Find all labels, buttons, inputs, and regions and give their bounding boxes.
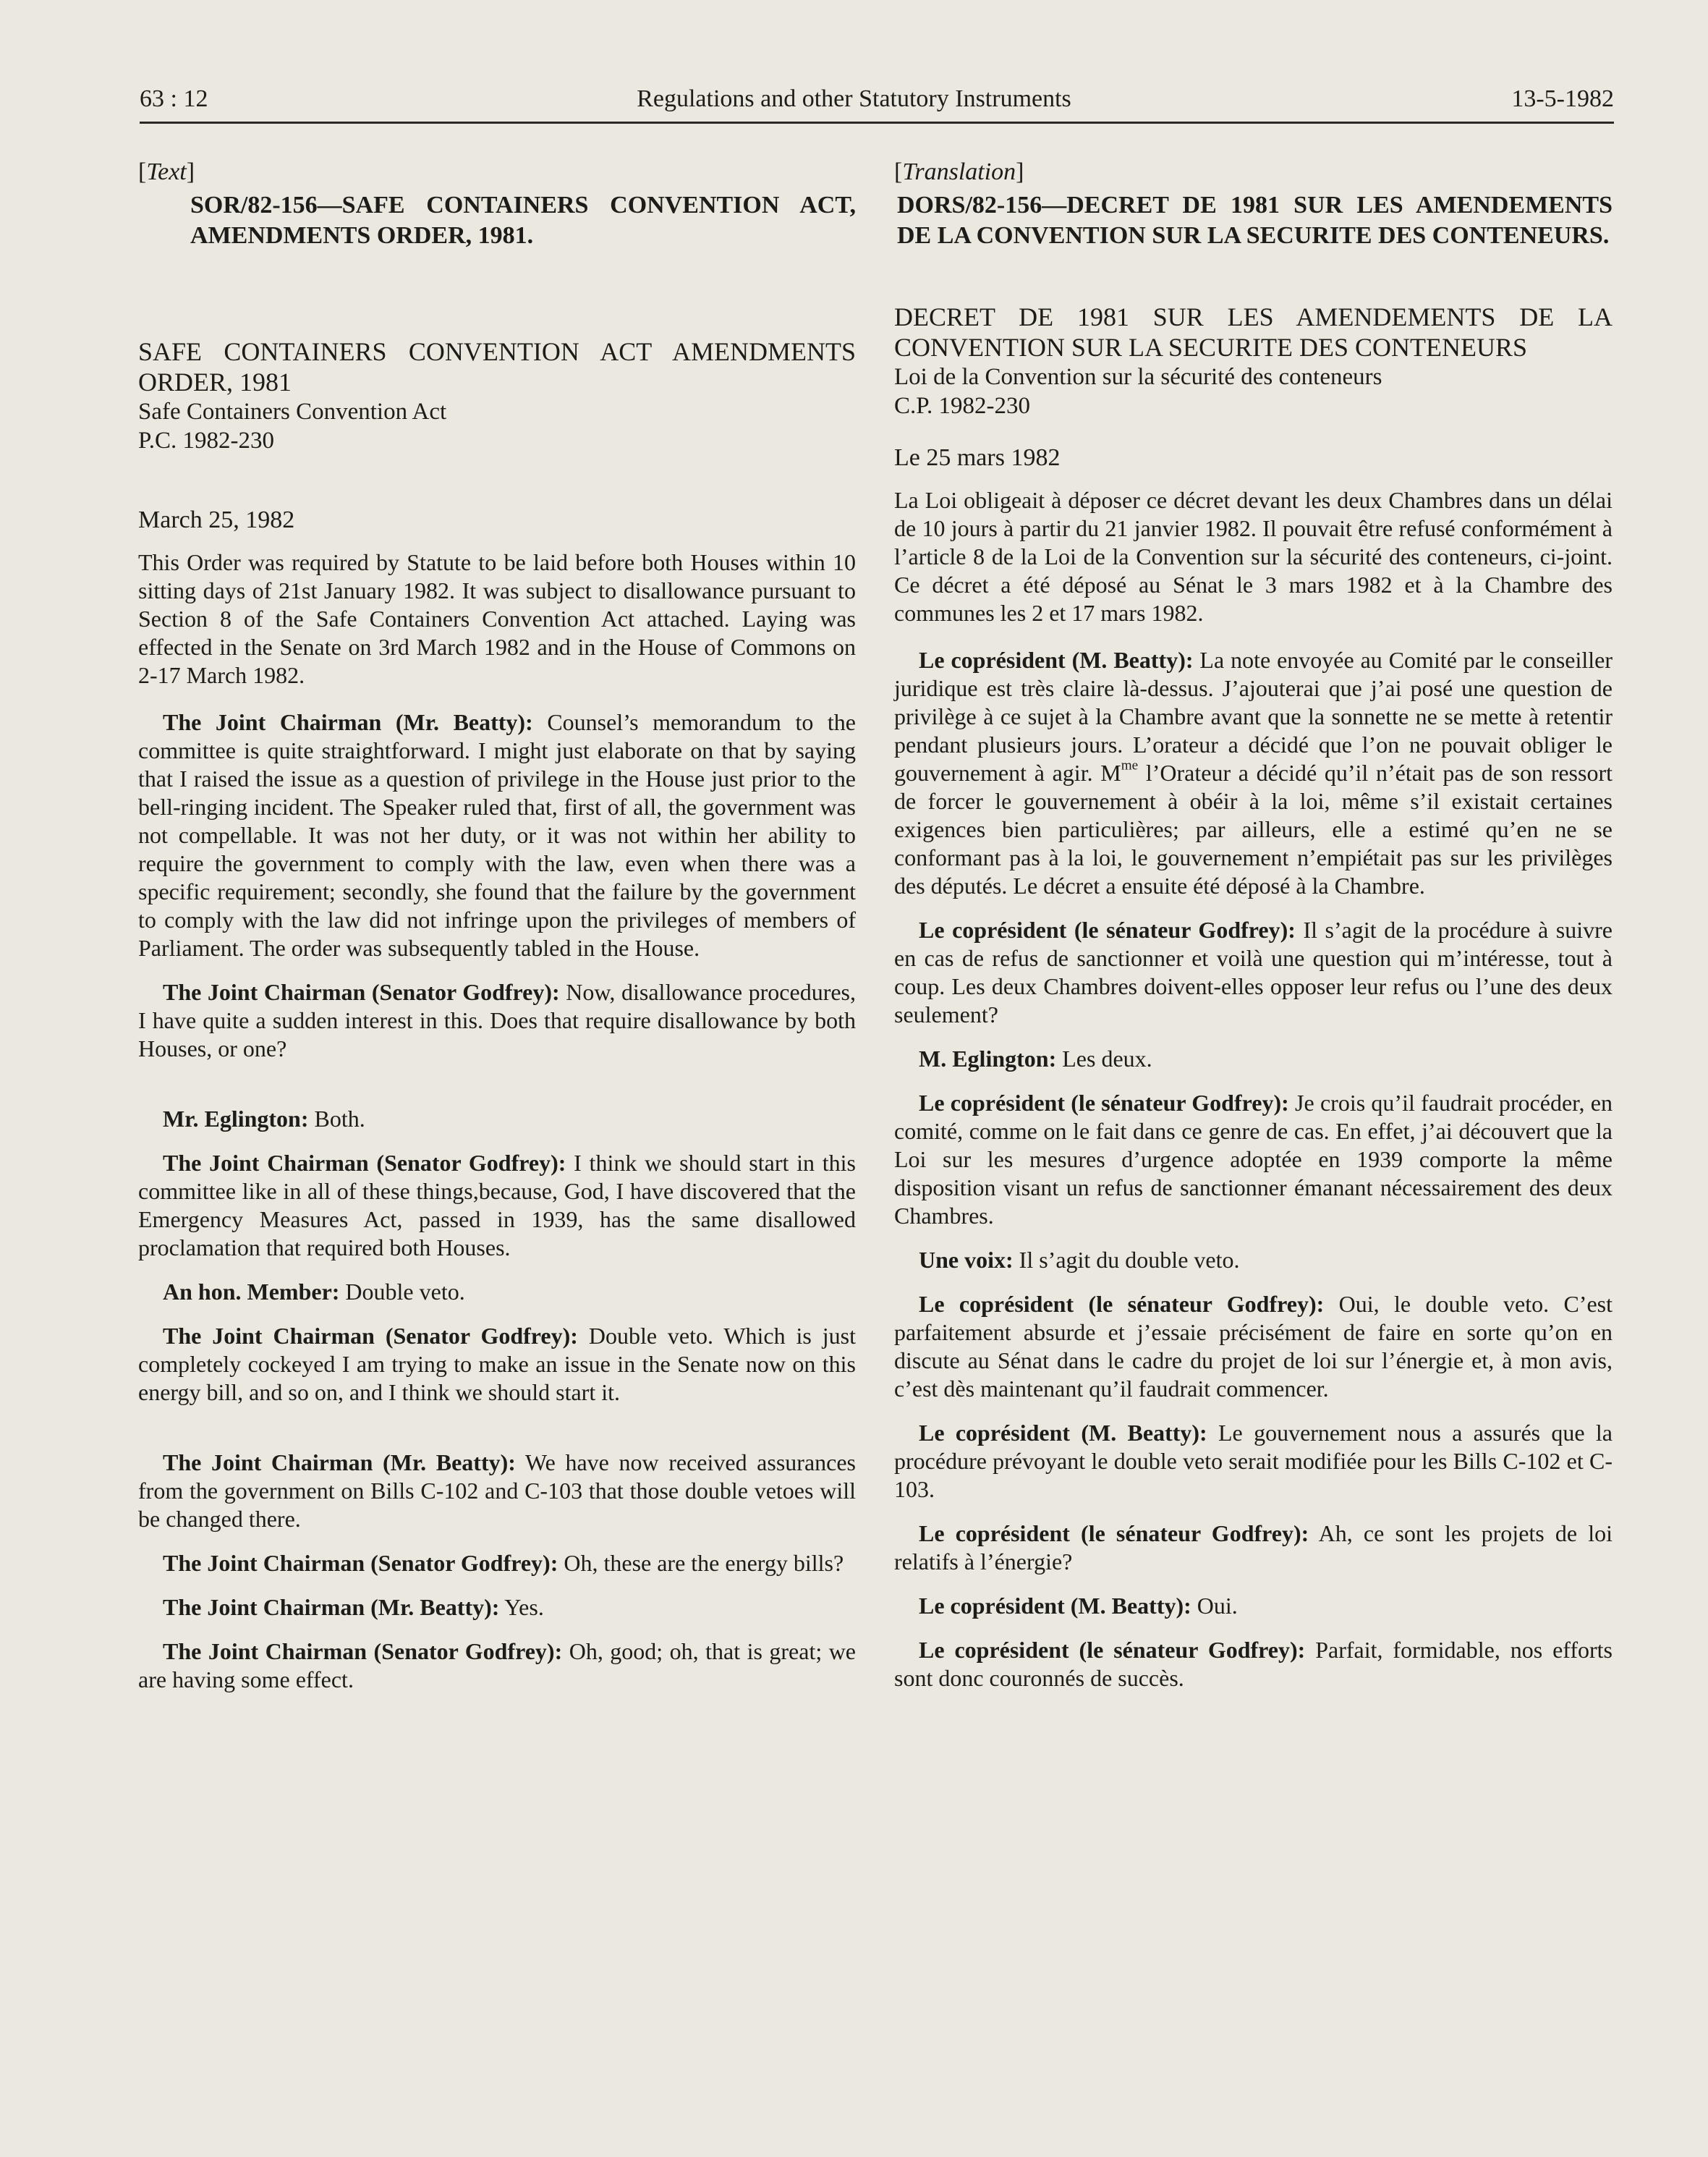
text-tag: [Text] <box>138 158 195 185</box>
translation-tag: [Translation] <box>894 158 1024 185</box>
issue-date: 13-5-1982 <box>1511 85 1614 112</box>
speech-paragraph: Le coprésident (le sénateur Godfrey): Ah, ce sont les projets de loi relatifs à l’énergie? <box>894 1520 1613 1575</box>
speaker-name: The Joint Chairman (Senator Godfrey): <box>163 1323 578 1349</box>
act-name: Loi de la Convention sur la sécurité des conteneurs <box>894 364 1382 390</box>
speech-paragraph: The Joint Chairman (Mr. Beatty): Yes. <box>163 1594 544 1620</box>
speech-paragraph: Le coprésident (M. Beatty): Le gouvernement nous a assurés que la procédure prévoyant le double veto serait modifiée pour les Bills C-102 et C-103. <box>894 1420 1613 1502</box>
speech-paragraph: Le coprésident (M. Beatty): Oui. <box>919 1593 1238 1619</box>
french-column <box>894 158 1613 1692</box>
speech-paragraph: Le coprésident (M. Beatty): La note envoyée au Comité par le conseiller juridique est très claire là-dessus. J’ajouterai que j’ai posé une question de privilège à ce sujet à la Chambre avant que la sonnette ne se mette à retentir pendant plusieurs jours. L’orateur a décidé que l’on ne pouvait obliger le gouvernement à agir. $M^{me}$ l’Orateur a décidé qu’il n’était pas de son ressort de forcer le gouvernement à obéir à la loi, même s’il existait certaines exigences bien particulières; par ailleurs, elle a estimé qu’en ne se conformant pas à la loi, le gouvernement n’empiétait pas sur les privilèges des députés. Le décret a ensuite été déposé à la Chambre. <box>894 647 1613 899</box>
speech-paragraph: Une voix: Il s’agit du double veto. <box>919 1247 1240 1273</box>
regulation-title: DECRET DE 1981 SUR LES AMENDEMENTS DE LA CONVENTION SUR LA SECURITE DES CONTENEURS <box>894 302 1613 362</box>
speaker-name: An hon. Member: <box>163 1279 340 1305</box>
speaker-name: The Joint Chairman (Mr. Beatty): <box>163 709 533 735</box>
speaker-name: M. Eglington: <box>919 1046 1057 1072</box>
regulation-heading: DORS/82-156—DECRET DE 1981 SUR LES AMENDEMENTS DE LA CONVENTION SUR LA SECURITE DES CONTENEURS. <box>897 192 1613 249</box>
speaker-name: Le coprésident (le sénateur Godfrey): <box>919 1637 1306 1663</box>
order-date: March 25, 1982 <box>138 507 295 533</box>
english-column <box>138 158 856 1694</box>
header-rule <box>140 122 1614 124</box>
speaker-name: Le coprésident (le sénateur Godfrey): <box>919 1090 1289 1116</box>
order-in-council-number: C.P. 1982-230 <box>894 393 1030 419</box>
speaker-name: The Joint Chairman (Senator Godfrey): <box>163 979 560 1005</box>
order-date: Le 25 mars 1982 <box>894 444 1061 471</box>
speech-paragraph: Mr. Eglington: Both. <box>163 1106 365 1132</box>
speech-paragraph: The Joint Chairman (Senator Godfrey): Now, disallowance procedures, I have quite a sudden interest in this. Does that require disallowance by both Houses, or one? <box>138 979 857 1061</box>
speaker-name: The Joint Chairman (Mr. Beatty): <box>163 1594 500 1620</box>
speaker-name: The Joint Chairman (Senator Godfrey): <box>163 1550 558 1576</box>
speech-paragraph: Le coprésident (le sénateur Godfrey): Il s’agit de la procédure à suivre en cas de refus de sanctionner et voilà une question qui m’intéresse, tout à coup. Les deux Chambres doivent-elles opposer leur refus ou l’une des deux seulement? <box>894 917 1613 1027</box>
speech-paragraph: The Joint Chairman (Senator Godfrey): Double veto. Which is just completely cockeyed I am trying to make an issue in the Senate now on this energy bill, and so on, and I think we should start it. <box>138 1323 857 1405</box>
speaker-name: Le coprésident (le sénateur Godfrey): <box>919 1291 1325 1317</box>
speech-paragraph: Le coprésident (le sénateur Godfrey): Oui, le double veto. C’est parfaitement absurde et j’essaie précisément de faire en sorte qu’on en discute au Sénat dans le cadre du projet de loi sur l’énergie et, à mon avis, c’est dès maintenant qu’il faudrait commencer. <box>894 1291 1613 1402</box>
speaker-name: The Joint Chairman (Senator Godfrey): <box>163 1638 563 1664</box>
regulation-heading: SOR/82-156—SAFE CONTAINERS CONVENTION ACT, AMENDMENTS ORDER, 1981. <box>190 192 856 249</box>
speaker-name: The Joint Chairman (Senator Godfrey): <box>163 1150 566 1176</box>
speaker-name: Le coprésident (M. Beatty): <box>919 647 1194 673</box>
speech-paragraph: The Joint Chairman (Senator Godfrey): I think we should start in this committee like in all of these things,because, God, I have discovered that the Emergency Measures Act, passed in 1939, has the same disallowed proclamation that required both Houses. <box>138 1150 857 1260</box>
speaker-name: Une voix: <box>919 1247 1014 1273</box>
speech-paragraph: M. Eglington: Les deux. <box>919 1046 1152 1072</box>
speech-paragraph: The Joint Chairman (Mr. Beatty): Counsel’s memorandum to the committee is quite straightforward. I might just elaborate on that by saying that I raised the issue as a question of privilege in the House just prior to the bell-ringing incident. The Speaker ruled that, first of all, the government was not compellable. It was not her duty, or it was not within her ability to require the government to comply with the law, even when there was a specific requirement; secondly, she found that the failure by the government to comply with the law did not infringe upon the privileges of members of Parliament. The order was subsequently tabled in the House. <box>138 709 857 961</box>
speech-paragraph: The Joint Chairman (Senator Godfrey): Oh, good; oh, that is great; we are having some effect. <box>138 1638 856 1692</box>
speech-paragraph: The Joint Chairman (Mr. Beatty): We have now received assurances from the government on Bills C-102 and C-103 that those double vetoes will be changed there. <box>138 1449 857 1532</box>
regulation-title: SAFE CONTAINERS CONVENTION ACT AMENDMENTS ORDER, 1981 <box>138 337 856 397</box>
act-name: Safe Containers Convention Act <box>138 399 447 425</box>
speech-paragraph: Le coprésident (le sénateur Godfrey): Parfait, formidable, nos efforts sont donc couronnés de succès. <box>894 1637 1613 1691</box>
speech-paragraph: The Joint Chairman (Senator Godfrey): Oh, these are the energy bills? <box>163 1550 844 1576</box>
speaker-name: Mr. Eglington: <box>163 1106 309 1132</box>
running-title: Regulations and other Statutory Instruments <box>637 85 1071 112</box>
intro-paragraph: La Loi obligeait à déposer ce décret devant les deux Chambres dans un délai de 10 jours à partir du 21 janvier 1982. Il pouvait être refusé conformément à l’article 8 de la Loi de la Convention sur la sécurité des conteneurs, ci-joint. Ce décret a été déposé au Sénat le 3 mars 1982 et à la Chambre des communes les 2 et 17 mars 1982. <box>894 487 1613 626</box>
speaker-name: Le coprésident (M. Beatty): <box>919 1593 1191 1619</box>
speech-paragraph: An hon. Member: Double veto. <box>163 1279 465 1305</box>
superscript: me <box>1121 758 1139 774</box>
speaker-name: The Joint Chairman (Mr. Beatty): <box>163 1449 516 1475</box>
intro-paragraph: This Order was required by Statute to be laid before both Houses within 10 sitting days of 21st January 1982. It was subject to disallowance pursuant to Section 8 of the Safe Containers Convention Act attached. Laying was effected in the Senate on 3rd March 1982 and in the House of Commons on 2-17 March 1982. <box>138 549 856 688</box>
speaker-name: Le coprésident (M. Beatty): <box>919 1420 1207 1446</box>
speaker-name: Le coprésident (le sénateur Godfrey): <box>919 917 1296 943</box>
page-number: 63 : 12 <box>140 85 208 112</box>
order-in-council-number: P.C. 1982-230 <box>138 428 274 454</box>
speech-paragraph: Le coprésident (le sénateur Godfrey): Je crois qu’il faudrait procéder, en comité, comme on le fait dans ce genre de cas. En effet, j’ai découvert que la Loi sur les mesures d’urgence adoptée en 1939 comporte la même disposition visant un refus de sanctionner émanant nécessairement des deux Chambres. <box>894 1090 1613 1229</box>
speaker-name: Le coprésident (le sénateur Godfrey): <box>919 1520 1309 1546</box>
